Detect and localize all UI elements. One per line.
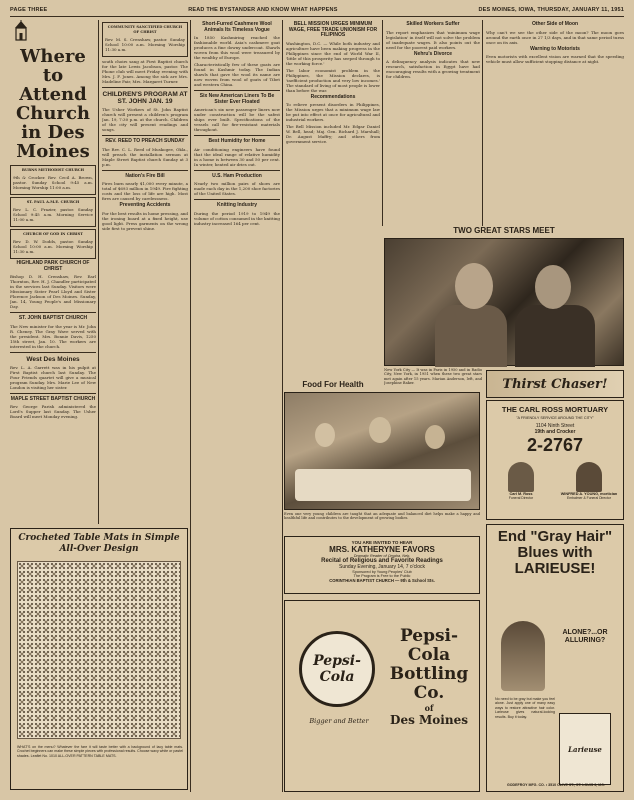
column-six [486,20,624,224]
ad-place: CORINTHIAN BAPTIST CHURCH — 9th & School Sts. [329,578,435,583]
photo-headline: Food For Health [302,380,364,389]
ad-sponsor: Sponsored by Young Peoples' Club [352,570,412,574]
church-listing-box [10,229,96,259]
pepsi-name-line: Cola [407,645,451,665]
article-body: Rev. L. A. Garrett was in his pulpit at First Baptist church last Sunday. The Four Friends quartet will give a musical program Sunday. Mrs. Marie Lee of New London is visiting her sister. [10,364,96,390]
caption-text: Even one very young children are taught that an adequate and balanced diet helps make a happy and healthful life and contributes to the development of growing bodies. [284,512,480,521]
pepsi-name [383,627,475,727]
photo-face [535,265,571,309]
article-body: Bishop D. H. Crenshaw, Rev. Earl Thornton, Rev. H. J. Chandler participated in the services last Sunday. Visitors were Missionary Sister Pearl Lloyd and Sister Florence Jackson of Des Moines. Sunday, Jan. 14, Young People's and Missionary Day. [10,274,96,309]
article-heading: REV. REED TO PREACH SUNDAY [105,138,185,145]
staff-role: Embalmer & Funeral Director [567,496,611,500]
church-listing-box [10,165,96,195]
caption-text: New York City — It was in Paris in 1950 and in Radio City, New York, in 1951 when these two great stars met again after 15 years. Marian Anderson, left, and Josephine Baker. [384,368,482,386]
article-body: A delinquency analysis indicates that new research, satisfaction in Egypt have had encouraging results with a growing treatment for children. [386,59,480,79]
feature-title: Crocheted Table Mats in Simple All-Over Design [18,533,180,554]
listing-heading: COMMUNITY SANCTIFIED CHURCH OF CHRIST [107,25,183,34]
article-body: To relieve present disorders in Philippines, the Mission urges that a minimum wage law be put into effect at once for agricultural and industrial workers. [286,102,380,122]
church-listing-box [10,197,96,227]
mortuary-phone: 2-2767 [526,435,584,455]
page-number: PAGE THREE [10,7,48,13]
column-three [194,20,280,792]
article-body: American's six new passenger liners now under construction will be the safest ships ever built. Specifications of the vessels call for fire-resistant materials throughout. [194,107,280,132]
recital-ad [284,536,480,594]
pepsi-name-line: Co. [413,683,445,703]
article-heading: Best Humidity for Home [208,138,266,144]
masthead [10,4,624,16]
divider [194,90,280,91]
divider [10,312,96,313]
larieuse-headline: End "Gray Hair" Blues with LARIEUSE! [497,528,613,577]
column-rule [282,20,283,792]
pepsi-name-line: Pepsi- [399,626,459,646]
column-four [286,20,380,224]
photo-caption [384,368,482,388]
article-body: Why can't we see the other side of the moon? The moon goes around the earth once in 27 1/3 days, and in that same period turns once on its axis. [486,29,624,45]
mortuary-staff [487,462,623,500]
larieuse-company: GODEFROY MFG. CO. • 3510 OLIVE ST., ST. LOUIS 3, MO. [506,783,606,787]
article-heading: Recommendations [310,93,356,100]
ad-when: Sunday Evening, January 14, 7 o'clock [338,564,425,570]
photo-figure [435,305,507,367]
masthead-rule [10,16,624,17]
article-heading: Skilled Workers Suffer [406,21,460,27]
larieuse-product-box: Larieuse [559,713,611,785]
larieuse-body: No need to be gray but make you feel alone. Just apply one of many easy ways to restore attractive hair color. Larieuse gives natural-looking results. Buy it today. [495,697,555,719]
dateline: DES MOINES, IOWA, THURSDAY, JANUARY 11, 1951 [478,7,624,13]
staff-name: Carl M. Ross [509,492,533,496]
article-body: south choirs sang at First Baptist church for the late Lewis Jacobson, pastor. The Phone club will meet Friday evening with Mrs. J. F. Jones. Among the sick are Mrs. Madeline Fair, Mrs. Margaret Turner. [102,59,188,84]
staff-portrait [576,462,602,492]
article-heading: West Des Moines [26,355,80,363]
mortuary-slogan: "A FRIENDLY SERVICE AROUND THE CITY" [516,416,594,420]
article-heading: U.S. Ham Production [212,172,262,179]
pepsi-bottle-cap-logo: Pepsi-Cola [299,631,375,707]
article-body: Washington, D.C. — While both industry and agriculture have been making progress in the Philippines since the end of World War II, 'little of this prosperity has seeped through to the working force.' [286,40,380,66]
divider [194,199,280,200]
divider [102,135,188,136]
article-body: The Rev. C. L. Reed of Muskogee, Okla., will preach the installation sermon at Maple Street Baptist church Sunday at 3 p.m. [102,146,188,167]
article-body: The report emphasizes that 'minimum wage legislation' in itself will not solve the problem of inadequate wages. It also points out the need for the poorest paid workers. [386,29,480,50]
article-body: The labor economist problem in the Philippines, the Mission declares, is 'inefficient production and very low incomes.' The standard of living of most people is lower than before the war. [286,67,380,93]
divider [10,352,96,353]
ad-name: MRS. KATHERYNE FAVORS [329,545,435,554]
article-heading: Other Side of Moon [531,21,579,27]
article-body: Air conditioning engineers have found that the ideal range of relative humidity in a home is between 30 and 50 per cent. In winter, heated air dries out. [194,146,280,167]
mortuary-street: 19th and Crocker [534,429,576,435]
column-two [102,20,188,524]
lace-pattern-image [17,561,181,739]
photo-face [455,263,493,309]
mortuary-address: 1104 Ninth Street [535,423,575,429]
column-rule [382,20,383,226]
listing-body: Rev. D. W. Dodds, pastor. Sunday School 10:00 a.m. Morning Worship 11:30 a.m. [13,239,93,254]
divider [194,170,280,171]
church-directory-title: Where to Attend Church in Des Moines [15,46,91,162]
thirst-chaser-ad [486,370,624,398]
staff-name: WINFRED A. YOUNG, mortician [560,492,618,496]
article-body: The Usher Workers of St. John Baptist church will present a children's program Jan. 19, 7:30 p.m. at the church. Children of the city will present readings and songs. [102,107,188,133]
article-heading: CHILDREN'S PROGRAM AT ST. JOHN JAN. 19 [102,91,188,106]
ad-invite: YOU ARE INVITED TO HEAR [351,540,413,545]
stars-photo [384,238,624,366]
pepsi-name-line: Bottling [389,664,469,684]
article-heading: Nation's Fire Bill [125,172,165,179]
staff-role: Funeral Director [508,496,534,500]
article-body: Rev. George Parish administered the Lord's Supper last Sunday. The Usher Board will meet Monday evening. [10,404,96,420]
pepsi-tagline: Bigger and Better [309,717,369,725]
article-heading: MAPLE STREET BAPTIST CHURCH [10,395,96,402]
listing-body: Rev. L. C. Frazier, pastor. Sunday School 9:45 a.m. Morning Service 11:00 a.m. [13,207,93,222]
pepsi-city: Des Moines [390,713,468,727]
thirst-text: Thirst Chaser! [502,377,608,392]
mortuary-title: THE CARL ROSS MORTUARY [501,405,609,414]
larieuse-ad [486,524,624,792]
pepsi-ad [284,600,480,792]
ad-event: Recital of Religious and Favorite Readings [321,558,443,564]
article-heading: HIGHLAND PARK CHURCH OF CHRIST [16,260,90,272]
feature-caption: WHAT'S on the menu? Whatever the fare it will taste better with a background of lacy table mats. Crochet beginners can make these simple pieces with professional results. Choose wavy white or pastel shades. Leaflet No. 1010 ALL-OVER PATTERN TABLE MATS. [17,745,183,758]
listing-body: 9th & Crocker. Rev. Cecil A. Brown, pastor. Sunday School 9:45 a.m. Morning Worship 11:00 a.m. [13,175,93,190]
article-heading: Warning to Motorists [530,45,580,52]
pepsi-of: of [424,703,434,713]
article-heading: ST. JOHN BAPTIST CHURCH [18,315,88,321]
church-icon [10,20,32,42]
paper-motto: READ THE BYSTANDER AND KNOW WHAT HAPPENS [188,7,338,13]
photo-table [295,469,471,501]
photo-headline: TWO GREAT STARS MEET [453,226,555,235]
article-heading: Knitting Industry [217,202,257,208]
article-heading: Short-Furred Cashmere Wool Animals Its Timeless Vogue [202,21,272,33]
photo-face [369,417,391,443]
listing-body: Rev. M. S. Crenshaw, pastor. Sunday School 10:00 a.m. Morning Worship 11:30 a.m. [105,37,185,52]
divider [194,135,280,136]
column-rule [482,20,483,226]
article-body: For the best results in home pressing, and the ironing board at a fixed height, use good light. Press garments on the wrong side first to prevent shine. [102,210,188,231]
staff-entry [559,462,619,500]
column-rule [190,20,191,792]
food-photo [284,392,480,510]
staff-portrait [508,462,534,492]
column-rule [98,20,99,524]
crochet-feature [10,528,188,790]
article-body: The New minister for the year is Mr. John R. Cheney. The Gray Wave served with the president. Mrs. Bonnie Davis, 1250 15th street, Jan. 10. The workers are interested in the church. [10,323,96,349]
photo-figure [515,305,595,367]
listing-heading: ST. PAUL A.M.E. CHURCH [26,200,80,204]
divider [102,87,188,88]
ad-desc: Dramatic Reader of Omaha, Neb. [353,554,411,558]
listing-heading: BURNS METHODIST CHURCH [21,168,85,172]
article-body: In 1850 Kashmiring reached the fashionable world. Asia's cashmere goat produces a fine downy undercoat. Shawls woven from this wool were treasured by the wealthy of Europe. [194,35,280,60]
article-body: Characteristically few of these goats are found in Kashmir today. The Indian shawls that gave the wool its name are now woven from wool of goats of Tibet and western China. [194,62,280,87]
article-body: The Bell Mission included Mr. Edgar Daniel W. Bell, head; Maj. Gen. Richard J. Marshall; Dr. August Maffry; and others from government service. [286,124,380,144]
divider [102,170,188,171]
photo-face [315,423,335,447]
article-heading: Six New American Liners To Be Sister Ever Floated [199,93,275,105]
photo-face [425,425,445,449]
photo-caption [284,512,480,534]
article-body: Nearly two million pairs of shoes are made each day in the 1,200 shoe factories of the United States. [194,181,280,196]
ad-free: The Program is Free to the Public [353,574,411,578]
article-body: During the period 1919 to 1949 the volume of cotton consumed in the knitting industry increased 164 per cent. [194,210,280,226]
listing-heading: CHURCH OF GOD IN CHRIST [23,232,83,236]
ad-illustration [501,621,545,691]
larieuse-subhead: ALONE?...OR ALLURING? [562,629,608,644]
article-heading: Nehru's Divorce [413,50,453,57]
column-church-directory [10,20,96,524]
article-heading: Preventing Accidents [119,202,171,209]
article-heading: BELL MISSION URGES MINIMUM WAGE, FREE TRADE UNIONISM FOR FILIPINOS [288,21,378,38]
column-five [386,20,480,224]
article-body: Even motorists with excellent vision are warned that the speeding vehicle must allow sufficient stopping distance at night. [486,54,624,64]
article-body: Fires burn nearly $1,000 every minute, a total of $693 million in 1949. Fire fighting costs and the loss of life are high. Most fires are caused by carelessness. [102,181,188,202]
mortuary-ad [486,400,624,520]
church-listing-box [102,22,188,57]
staff-entry [491,462,551,500]
divider [10,393,96,394]
